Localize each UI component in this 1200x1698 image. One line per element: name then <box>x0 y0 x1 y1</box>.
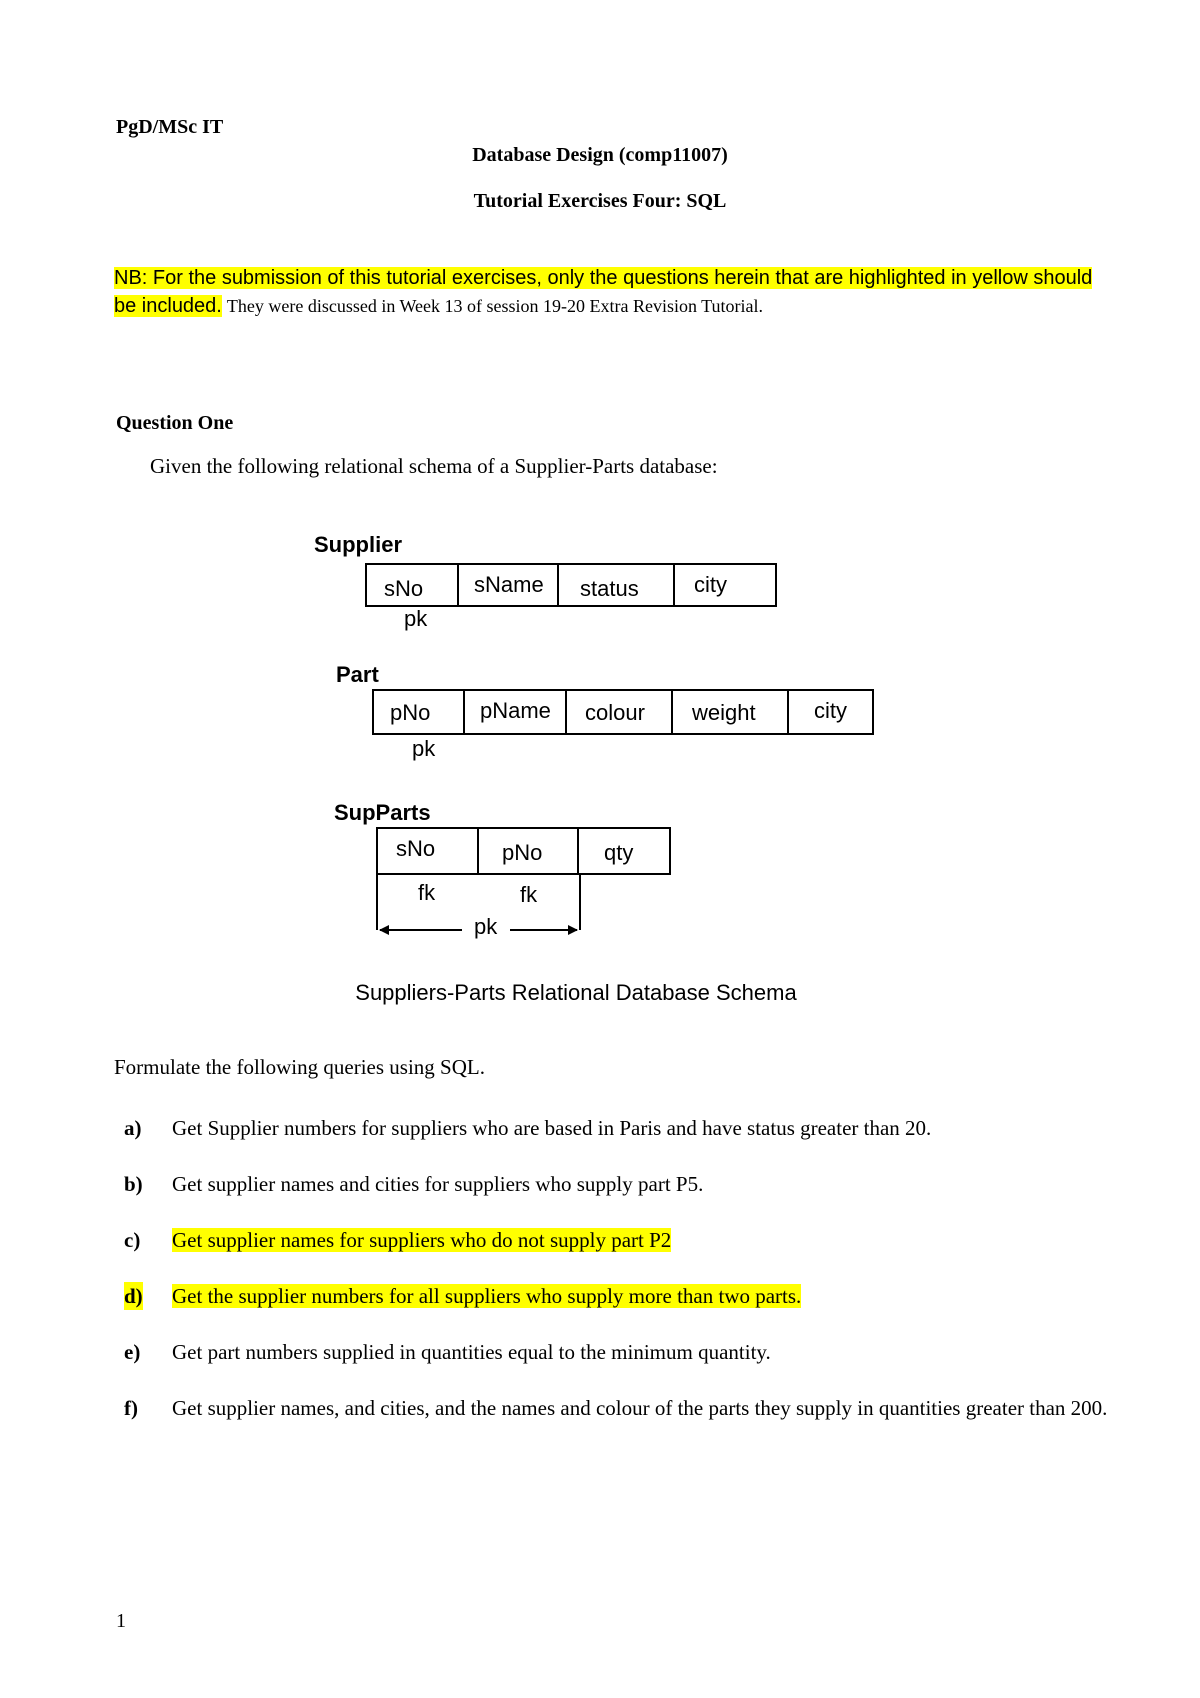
formulate-instruction: Formulate the following queries using SQL. <box>114 1055 485 1079</box>
document-subtitle: Tutorial Exercises Four: SQL <box>473 190 727 212</box>
part-field-colour: colour <box>585 700 645 725</box>
supparts-field-sno: sNo <box>396 836 436 861</box>
query-text: Get supplier names for suppliers who do not supply part P2 <box>172 1228 672 1252</box>
query-label: b) <box>124 1172 143 1196</box>
supplier-field-status: status <box>580 576 639 601</box>
query-text: Get supplier names and cities for suppliers who supply part P5. <box>172 1172 704 1196</box>
highlighted-note: NB: For the submission of this tutorial exercises, only the questions herein that are highlighted in yellow should be included. <box>114 267 1093 317</box>
query-label: f) <box>124 1396 138 1420</box>
query-text: Get part numbers supplied in quantities equal to the minimum quantity. <box>172 1340 771 1364</box>
supparts-field-qty: qty <box>604 840 634 865</box>
document-title: Database Design (comp11007) <box>472 144 728 166</box>
question-one-intro: Given the following relational schema of a Supplier-Parts database: <box>150 454 718 478</box>
part-field-weight: weight <box>692 700 756 725</box>
part-field-city: city <box>814 698 847 723</box>
supparts-field-pno: pNo <box>502 840 543 865</box>
supparts-fk-label-sno: fk <box>418 880 436 905</box>
query-text: Get Supplier numbers for suppliers who are based in Paris and have status greater than 20. <box>172 1116 932 1140</box>
query-label: a) <box>124 1116 142 1140</box>
supparts-pk-label: pk <box>474 914 498 939</box>
part-table-name: Part <box>336 662 379 687</box>
query-label: d) <box>124 1284 143 1308</box>
supplier-field-sname: sName <box>474 572 544 597</box>
query-label: c) <box>124 1228 141 1252</box>
query-text: Get supplier names, and cities, and the names and colour of the parts they supply in quantities greater than 200. <box>172 1396 1108 1420</box>
part-pk-label: pk <box>412 736 436 761</box>
query-label: e) <box>124 1340 141 1364</box>
page-number: 1 <box>116 1610 126 1632</box>
supplier-field-city: city <box>694 572 727 597</box>
question-one-heading: Question One <box>116 412 234 434</box>
supplier-pk-label: pk <box>404 606 428 631</box>
query-text: Get the supplier numbers for all suppliers who supply more than two parts. <box>172 1284 802 1308</box>
supparts-table-name: SupParts <box>334 800 431 825</box>
part-field-pname: pName <box>480 698 551 723</box>
schema-caption: Suppliers-Parts Relational Database Schema <box>355 980 797 1005</box>
part-field-pno: pNo <box>390 700 431 725</box>
supplier-field-sno: sNo <box>384 576 424 601</box>
supplier-table-name: Supplier <box>314 532 403 557</box>
revision-note: They were discussed in Week 13 of session 19-20 Extra Revision Tutorial. <box>226 296 764 316</box>
course-label: PgD/MSc IT <box>116 116 224 138</box>
supparts-fk-label-pno: fk <box>520 882 538 907</box>
